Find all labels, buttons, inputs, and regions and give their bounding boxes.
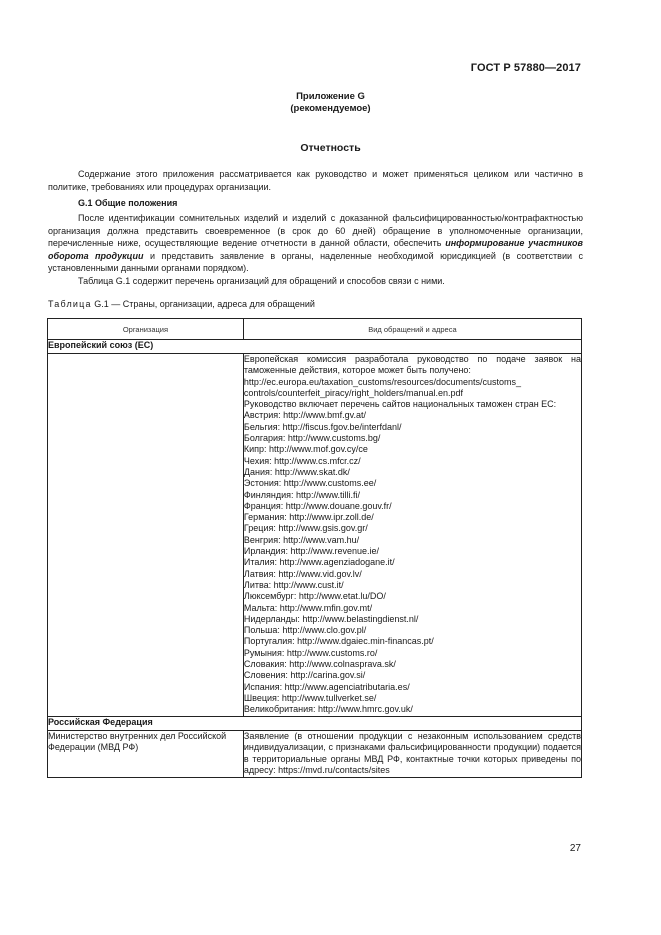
- table-row-eu: [48, 354, 582, 717]
- eu-guide-url-line-1[interactable]: http://ec.europa.eu/taxation_customs/resources/documents/customs_: [243, 376, 522, 387]
- annex-heading: [0, 91, 661, 115]
- list-item[interactable]: Люксембург: http://www.etat.lu/DO/: [243, 591, 386, 602]
- table-caption-text: G.1 — Страны, организации, адреса для обращений: [91, 299, 315, 309]
- list-item[interactable]: Франция: http://www.douane.gouv.fr/: [243, 500, 392, 511]
- list-item[interactable]: Италия: http://www.agenziadogane.it/: [243, 557, 395, 568]
- list-item[interactable]: Болгария: http://www.customs.bg/: [243, 433, 381, 444]
- table-row-ru: [48, 730, 582, 777]
- table-caption-label: Таблица: [48, 299, 92, 309]
- intro-text: Содержание этого приложения рассматривается как руководство и может применяться целиком или частично в политике, требованиях или процедурах организации.: [48, 169, 583, 192]
- subsection-body: [48, 212, 583, 288]
- list-item[interactable]: Словакия: http://www.colnasprava.sk/: [243, 659, 396, 670]
- list-item[interactable]: Великобритания: http://www.hmrc.gov.uk/: [243, 704, 413, 715]
- list-item[interactable]: Бельгия: http://fiscus.fgov.be/interfdanl/: [243, 421, 402, 432]
- table-caption: [48, 299, 315, 309]
- list-item[interactable]: Португалия: http://www.dgaiec.min-financas.pt/: [243, 636, 434, 647]
- standard-designation: ГОСТ Р 57880—2017: [470, 62, 581, 74]
- list-item[interactable]: Швеция: http://www.tullverket.se/: [243, 692, 377, 703]
- list-item[interactable]: Ирландия: http://www.revenue.ie/: [243, 546, 379, 557]
- g1-p1-start: После идентификации сомнительных изделий и изделий с доказанной фальсифицированностью/контрафактностью организация должна представить своевременное (в срок до 60 дней) обращение в уполномоченные организации, перечисленные ниже, осуществляющие ведение отчетности в данной области, обеспечить: [48, 213, 583, 249]
- list-item[interactable]: Испания: http://www.agenciatributaria.es/: [243, 681, 410, 692]
- list-item[interactable]: Кипр: http://www.mof.gov.cy/ce: [243, 444, 368, 455]
- eu-guide-note: Руководство включает перечень сайтов национальных таможен стран ЕС:: [243, 399, 557, 410]
- column-header-contacts: Вид обращений и адреса: [243, 319, 581, 340]
- annex-status: (рекомендуемое): [290, 103, 371, 114]
- table-header-row: [48, 319, 582, 340]
- list-item[interactable]: Польша: http://www.clo.gov.pl/: [243, 625, 367, 636]
- list-item[interactable]: Эстония: http://www.customs.ee/: [243, 478, 377, 489]
- group-row-eu: [48, 340, 582, 354]
- list-item[interactable]: Латвия: http://www.vid.gov.lv/: [243, 568, 362, 579]
- list-item[interactable]: Финляндия: http://www.tilli.fi/: [243, 489, 361, 500]
- list-item[interactable]: Словения: http://carina.gov.si/: [243, 670, 366, 681]
- list-item[interactable]: Мальта: http://www.mfin.gov.mt/: [243, 602, 373, 613]
- list-item[interactable]: Австрия: http://www.bmf.gv.at/: [243, 410, 366, 421]
- ru-organization-cell: Министерство внутренних дел Российской Федерации (МВД РФ): [48, 730, 244, 777]
- ru-contacts-cell: Заявление (в отношении продукции с незаконным использованием средств индивидуализации, с признаками фальсифицированности продукции) подается в территориальные органы МВД РФ, контактные точки которых приведены по адресу: https://mvd.ru/contacts/sites: [243, 730, 581, 775]
- eu-guide-url-line-2[interactable]: controls/counterfeit_piracy/right_holders/manual.en.pdf: [243, 387, 464, 398]
- list-item[interactable]: Литва: http://www.cust.it/: [243, 579, 344, 590]
- group-label-eu: Европейский союз (ЕС): [48, 340, 582, 354]
- subsection-heading: G.1 Общие положения: [78, 198, 178, 208]
- page-number: 27: [569, 843, 581, 854]
- list-item[interactable]: Германия: http://www.ipr.zoll.de/: [243, 512, 374, 523]
- g1-paragraph-2: Таблица G.1 содержит перечень организаций для обращений и способов связи с ними.: [78, 275, 445, 286]
- g1-p1-emphasis: информирование участников оборота продукции: [48, 238, 583, 261]
- eu-organization-cell: [48, 354, 244, 717]
- group-row-ru: [48, 716, 582, 730]
- g1-p1-end: и представить заявление в органы, наделенные необходимой юрисдикцией (в соответствии с установленными данными органами порядком).: [48, 250, 583, 274]
- list-item[interactable]: Греция: http://www.gsis.gov.gr/: [243, 523, 368, 534]
- list-item[interactable]: Чехия: http://www.cs.mfcr.cz/: [243, 455, 361, 466]
- list-item[interactable]: Венгрия: http://www.vam.hu/: [243, 534, 360, 545]
- contacts-table: [47, 318, 582, 778]
- column-header-organization: Организация: [48, 319, 244, 340]
- list-item[interactable]: Румыния: http://www.customs.ro/: [243, 647, 378, 658]
- list-item[interactable]: Дания: http://www.skat.dk/: [243, 466, 350, 477]
- annex-title: Приложение G: [296, 91, 365, 102]
- eu-contacts-cell: [243, 354, 581, 717]
- list-item[interactable]: Нидерланды: http://www.belastingdienst.nl/: [243, 613, 419, 624]
- group-label-ru: Российская Федерация: [48, 716, 582, 730]
- eu-guide-intro: Европейская комиссия разработала руководство по подаче заявок на таможенные действия, которое может быть получено:: [243, 354, 581, 376]
- intro-paragraph: [48, 168, 583, 193]
- g1-paragraph-1: [48, 212, 583, 275]
- eu-country-list: [244, 410, 581, 715]
- section-title: Отчетность: [300, 142, 361, 154]
